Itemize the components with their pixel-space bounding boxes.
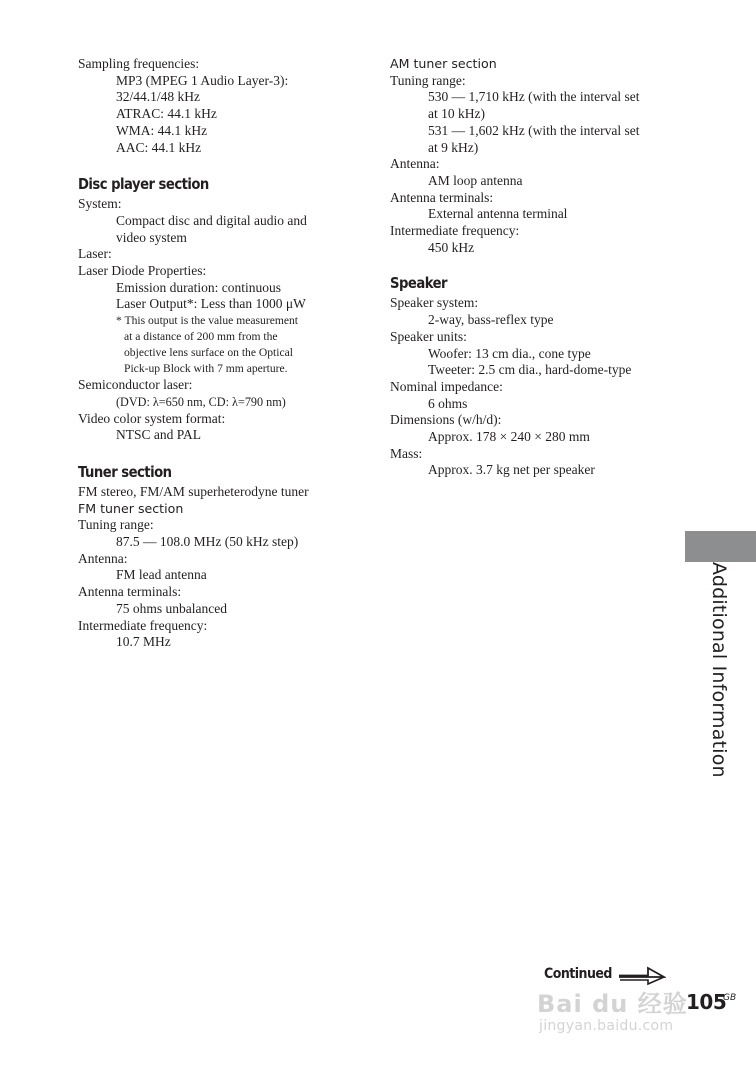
page-number: 105 <box>686 990 727 1014</box>
right-column <box>390 56 680 479</box>
watermark-logo: Bai du 经验 <box>537 990 688 1018</box>
fm-if-value: 10.7 MHz <box>116 634 171 650</box>
speaker-system-label: Speaker system: <box>390 295 479 311</box>
fm-antenna-label: Antenna: <box>78 550 128 566</box>
semiconductor-value: (DVD: λ=650 nm, CD: λ=790 nm) <box>116 394 286 409</box>
side-section-label: Additional Information <box>708 562 730 778</box>
impedance-value: 6 ohms <box>428 395 468 411</box>
continued-label: Continued <box>544 966 612 982</box>
am-tuning-label: Tuning range: <box>390 72 466 88</box>
impedance-label: Nominal impedance: <box>390 378 503 394</box>
video-format-label: Video color system format: <box>78 410 226 426</box>
laser-diode-label: Laser Diode Properties: <box>78 263 207 279</box>
video-format-value: NTSC and PAL <box>116 427 202 443</box>
footnote-line: * This output is the value measurement <box>116 314 299 328</box>
fm-tuning-label: Tuning range: <box>78 517 154 533</box>
footnote-line: objective lens surface on the Optical <box>124 346 294 360</box>
fm-terminals-label: Antenna terminals: <box>78 584 182 600</box>
am-terminals-label: Antenna terminals: <box>390 189 494 205</box>
am-antenna-label: Antenna: <box>390 156 440 172</box>
speaker-units-label: Speaker units: <box>390 328 467 344</box>
am-if-label: Intermediate frequency: <box>390 223 520 239</box>
section-tab-marker <box>685 531 756 562</box>
sampling-line: AAC: 44.1 kHz <box>116 139 202 155</box>
am-tuning-line: at 9 kHz) <box>428 139 479 155</box>
fm-tuning-value: 87.5 — 108.0 MHz (50 kHz step) <box>116 534 299 550</box>
woofer-spec: Woofer: 13 cm dia., cone type <box>428 345 591 361</box>
laser-output: Laser Output*: Less than 1000 μW <box>116 296 306 312</box>
am-antenna-value: AM loop antenna <box>428 172 523 188</box>
sampling-line: ATRAC: 44.1 kHz <box>116 106 217 122</box>
dimensions-label: Dimensions (w/h/d): <box>390 412 502 428</box>
sampling-line: WMA: 44.1 kHz <box>116 122 208 138</box>
fm-tuner-subheading: FM tuner section <box>78 500 184 516</box>
system-line: video system <box>116 229 187 245</box>
dimensions-value: Approx. 178 × 240 × 280 mm <box>428 429 590 445</box>
am-tuning-line: 531 — 1,602 kHz (with the interval set <box>428 122 640 138</box>
am-tuning-line: 530 — 1,710 kHz (with the interval set <box>428 89 640 105</box>
am-tuning-line: at 10 kHz) <box>428 106 485 122</box>
page-number-suffix: GB <box>723 993 737 1003</box>
fm-if-label: Intermediate frequency: <box>78 617 208 633</box>
laser-label: Laser: <box>78 246 112 262</box>
tuner-section-heading: Tuner section <box>78 462 172 481</box>
system-label: System: <box>78 196 122 212</box>
speaker-section-heading: Speaker <box>390 274 448 293</box>
sampling-line: 32/44.1/48 kHz <box>116 89 200 105</box>
watermark-url: jingyan.baidu.com <box>539 1018 674 1034</box>
tuner-intro: FM stereo, FM/AM superheterodyne tuner <box>78 483 309 499</box>
semiconductor-label: Semiconductor laser: <box>78 377 193 393</box>
am-tuner-subheading: AM tuner section <box>390 56 497 71</box>
left-column <box>78 56 368 651</box>
emission-duration: Emission duration: continuous <box>116 279 281 295</box>
footnote-line: Pick-up Block with 7 mm aperture. <box>124 362 288 376</box>
continued-arrow-icon <box>618 964 666 986</box>
footnote-line: at a distance of 200 mm from the <box>124 330 278 344</box>
tweeter-spec: Tweeter: 2.5 cm dia., hard-dome-type <box>428 362 632 378</box>
sampling-label: Sampling frequencies: <box>78 56 200 71</box>
am-terminals-value: External antenna terminal <box>428 206 568 222</box>
fm-terminals-value: 75 ohms unbalanced <box>116 600 227 616</box>
system-line: Compact disc and digital audio and <box>116 212 307 228</box>
fm-antenna-value: FM lead antenna <box>116 567 207 583</box>
sampling-line: MP3 (MPEG 1 Audio Layer-3): <box>116 72 289 88</box>
watermark <box>537 984 737 1044</box>
speaker-system-value: 2-way, bass-reflex type <box>428 312 554 328</box>
am-if-value: 450 kHz <box>428 239 475 255</box>
mass-value: Approx. 3.7 kg net per speaker <box>428 462 595 478</box>
mass-label: Mass: <box>390 445 423 461</box>
disc-section-heading: Disc player section <box>78 175 209 194</box>
